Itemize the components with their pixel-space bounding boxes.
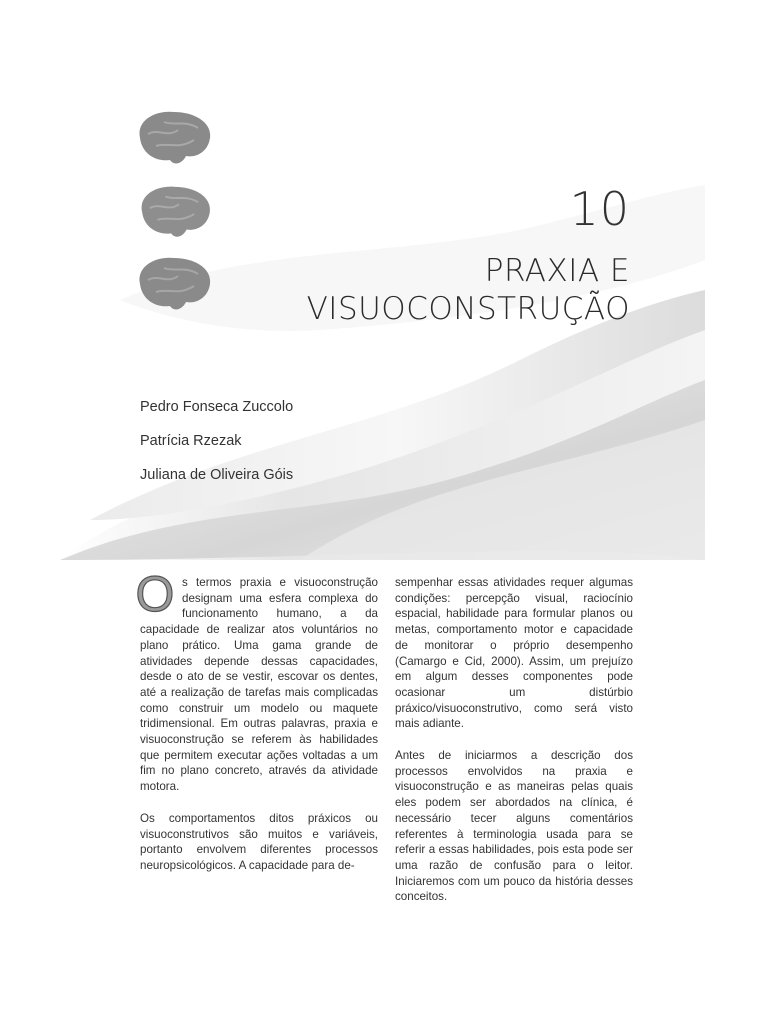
brain-icon: [134, 254, 214, 316]
svg-text:O: O: [135, 571, 175, 617]
chapter-title-line-1: PRAXIA E: [484, 253, 630, 289]
paragraph: sempenhar essas atividades requer algumas condições: percepção visual, raciocínio espacial, habilidade para formular planos ou metas, comportamento motor e capacidade de monitorar o próprio desempenho (Camargo e Cid, 2000). Assim, um prejuízo em algum desses componentes pode ocasionar um distúrbio práxico/visuoconstrutivo, como será visto mais adiante.: [395, 576, 633, 731]
drop-cap-letter: [134, 571, 176, 617]
brain-icon: [134, 108, 214, 170]
paragraph: Antes de iniciarmos a descrição dos processos envolvidos na praxia e visuoconstrução e as maneiras pelas quais eles podem ser abordados na clínica, é necessário tecer alguns comentários referentes à terminologia usada para se referir a essas habilidades, pois esta pode ser uma razão de confusão para o leitor. Iniciaremos com um pouco da história desses conceitos.: [395, 749, 633, 904]
chapter-number: 10: [569, 182, 630, 236]
author-list: [140, 396, 293, 498]
chapter-title-line-2: VISUOCONSTRUÇÃO: [306, 291, 630, 327]
paragraph: Os comportamentos ditos práxicos ou visuoconstrutivos são muitos e variáveis, portanto envolvem diferentes processos neuropsicológicos. A capacidade para de-: [140, 811, 378, 872]
paragraph-text: s termos praxia e visuoconstrução designam uma esfera complexa do funcionamento humano, a da capacidade de realizar atos voluntários no plano prático. Uma gama grande de atividades depende dessas capacidades, desde o ato de se vestir, escovar os dentes, até a realização de tarefas mais complicadas como construir um modelo ou maquete tridimensional. Em outras palavras, praxia e visuoconstrução se referem às habilidades que permitem executar ações voltadas a um fim no plano concreto, através da atividade motora.: [140, 576, 378, 794]
body-column-right: [395, 575, 633, 921]
author-name: Juliana de Oliveira Góis: [140, 467, 294, 483]
paragraph: [135, 571, 378, 795]
author-name: Pedro Fonseca Zuccolo: [140, 399, 294, 415]
body-column-left: [135, 571, 378, 890]
brain-icon: [136, 183, 214, 243]
author-name: Patrícia Rzezak: [140, 433, 242, 449]
chapter-title: [307, 252, 630, 328]
